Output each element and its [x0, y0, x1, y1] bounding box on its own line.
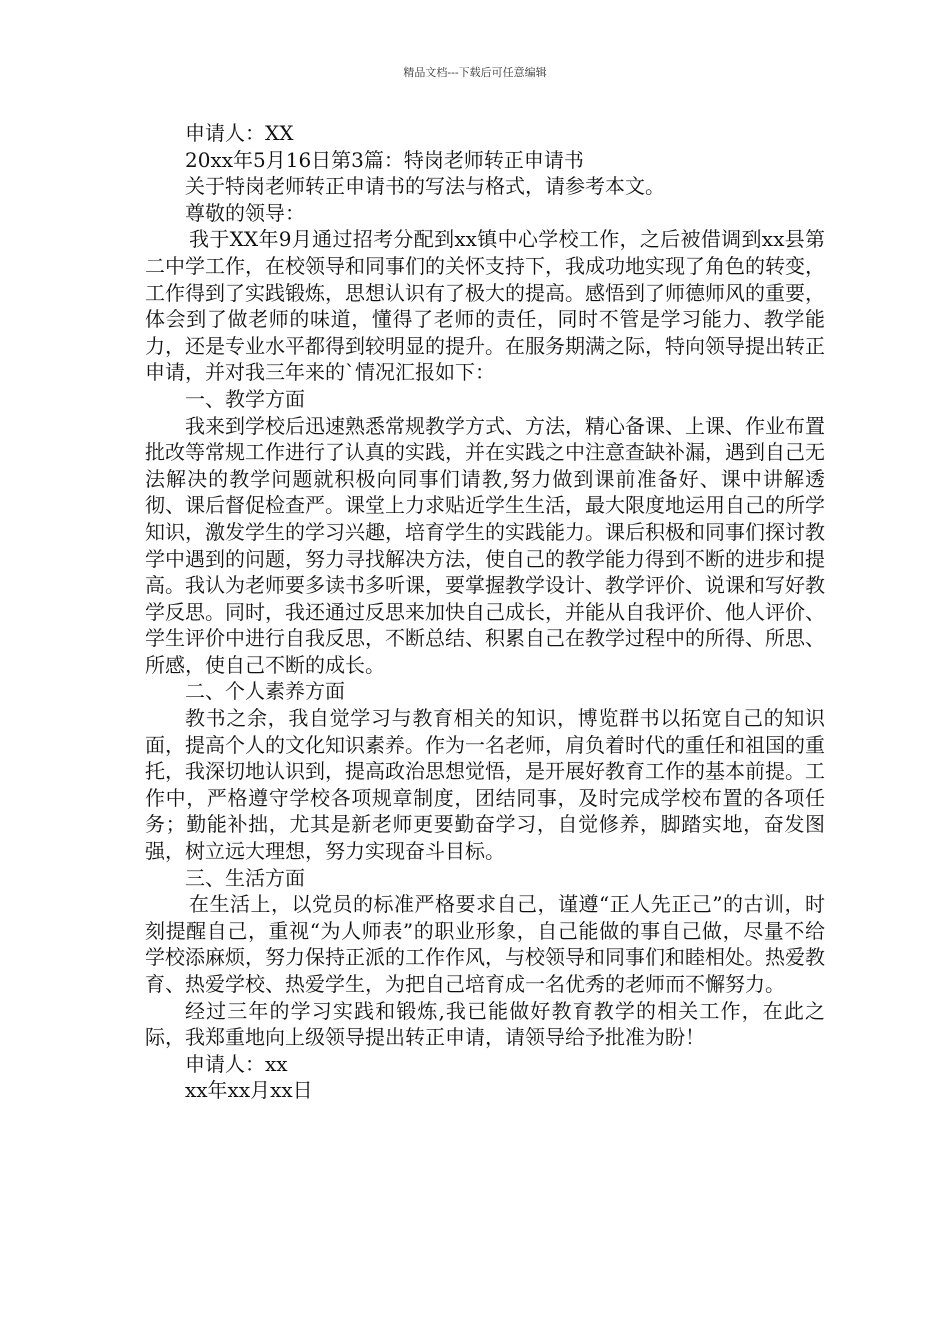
page-header: 精品文档---下载后可任意编辑: [403, 66, 547, 79]
document-body: [145, 120, 825, 1104]
signature-date: xx年xx月xx日: [185, 1078, 313, 1103]
section-heading-personal: 二、个人素养方面: [185, 679, 345, 704]
date-title-line: 20xx年5月16日第3篇：特岗老师转正申请书: [185, 147, 584, 172]
salutation: 尊敬的领导：: [185, 200, 305, 225]
paragraph-closing: 经过三年的学习实践和锻炼,我已能做好教育教学的相关工作，在此之际，我郑重地向上级领导提出转正申请，请领导给予批准为盼！: [145, 998, 825, 1050]
paragraph-personal: 教书之余，我自觉学习与教育相关的知识，博览群书以拓宽自己的知识面，提高个人的文化知识素养。作为一名老师，肩负着时代的重任和祖国的重托，我深切地认识到，提高政治思想觉悟，是开展好教育工作的基本前提。工作中，严格遵守学校各项规章制度，团结同事，及时完成学校布置的各项任务；勤能补拙，尤其是新老师更要勤奋学习，自觉修养，脚踏实地，奋发图强，树立远大理想，努力实现奋斗目标。: [145, 706, 825, 864]
paragraph-teaching: 我来到学校后迅速熟悉常规教学方式、方法，精心备课、上课、作业布置批改等常规工作进行了认真的实践，并在实践之中注意查缺补漏，遇到自己无法解决的教学问题就积极向同事们请教,努力做到课前准备好、课中讲解透彻、课后督促检查严。课堂上力求贴近学生生活，最大限度地运用自己的所学知识，激发学生的学习兴趣，培育学生的实践能力。课后积极和同事们探讨教学中遇到的问题，努力寻找解决方法，使自己的教学能力得到不断的进步和提高。我认为老师要多读书多听课，要掌握教学设计、教学评价、说课和写好教学反思。同时，我还通过反思来加快自己成长，并能从自我评价、他人评价、学生评价中进行自我反思，不断总结、积累自己在教学过程中的所得、所思、所感，使自己不断的成长。: [145, 413, 825, 677]
paragraph-intro: 我于XX年9月通过招考分配到xx镇中心学校工作，之后被借调到xx县第二中学工作，在校领导和同事们的关怀支持下，我成功地实现了角色的转变，工作得到了实践锻炼，思想认识有了极大的提高。感悟到了师德师风的重要，体会到了做老师的味道，懂得了老师的责任，同时不管是学习能力、教学能力，还是专业水平都得到较明显的提升。在服务期满之际，特向领导提出转正申请，并对我三年来的`情况汇报如下：: [145, 227, 825, 385]
section-heading-teaching: 一、教学方面: [185, 386, 305, 411]
section-heading-life: 三、生活方面: [185, 865, 305, 890]
paragraph-life: 在生活上，以党员的标准严格要求自己，谨遵“正人先正己”的古训，时刻提醒自己，重视“为人师表”的职业形象，自己能做的事自己做，尽量不给学校添麻烦，努力保持正派的工作作风，与校领导和同事们和睦相处。热爱教育、热爱学校、热爱学生，为把自己培育成一名优秀的老师而不懈努力。: [145, 892, 825, 996]
signature-applicant: 申请人：xx: [185, 1051, 288, 1076]
intro-line: 关于特岗老师转正申请书的写法与格式，请参考本文。: [185, 174, 665, 199]
applicant-line-top: 申请人：XX: [185, 121, 294, 145]
